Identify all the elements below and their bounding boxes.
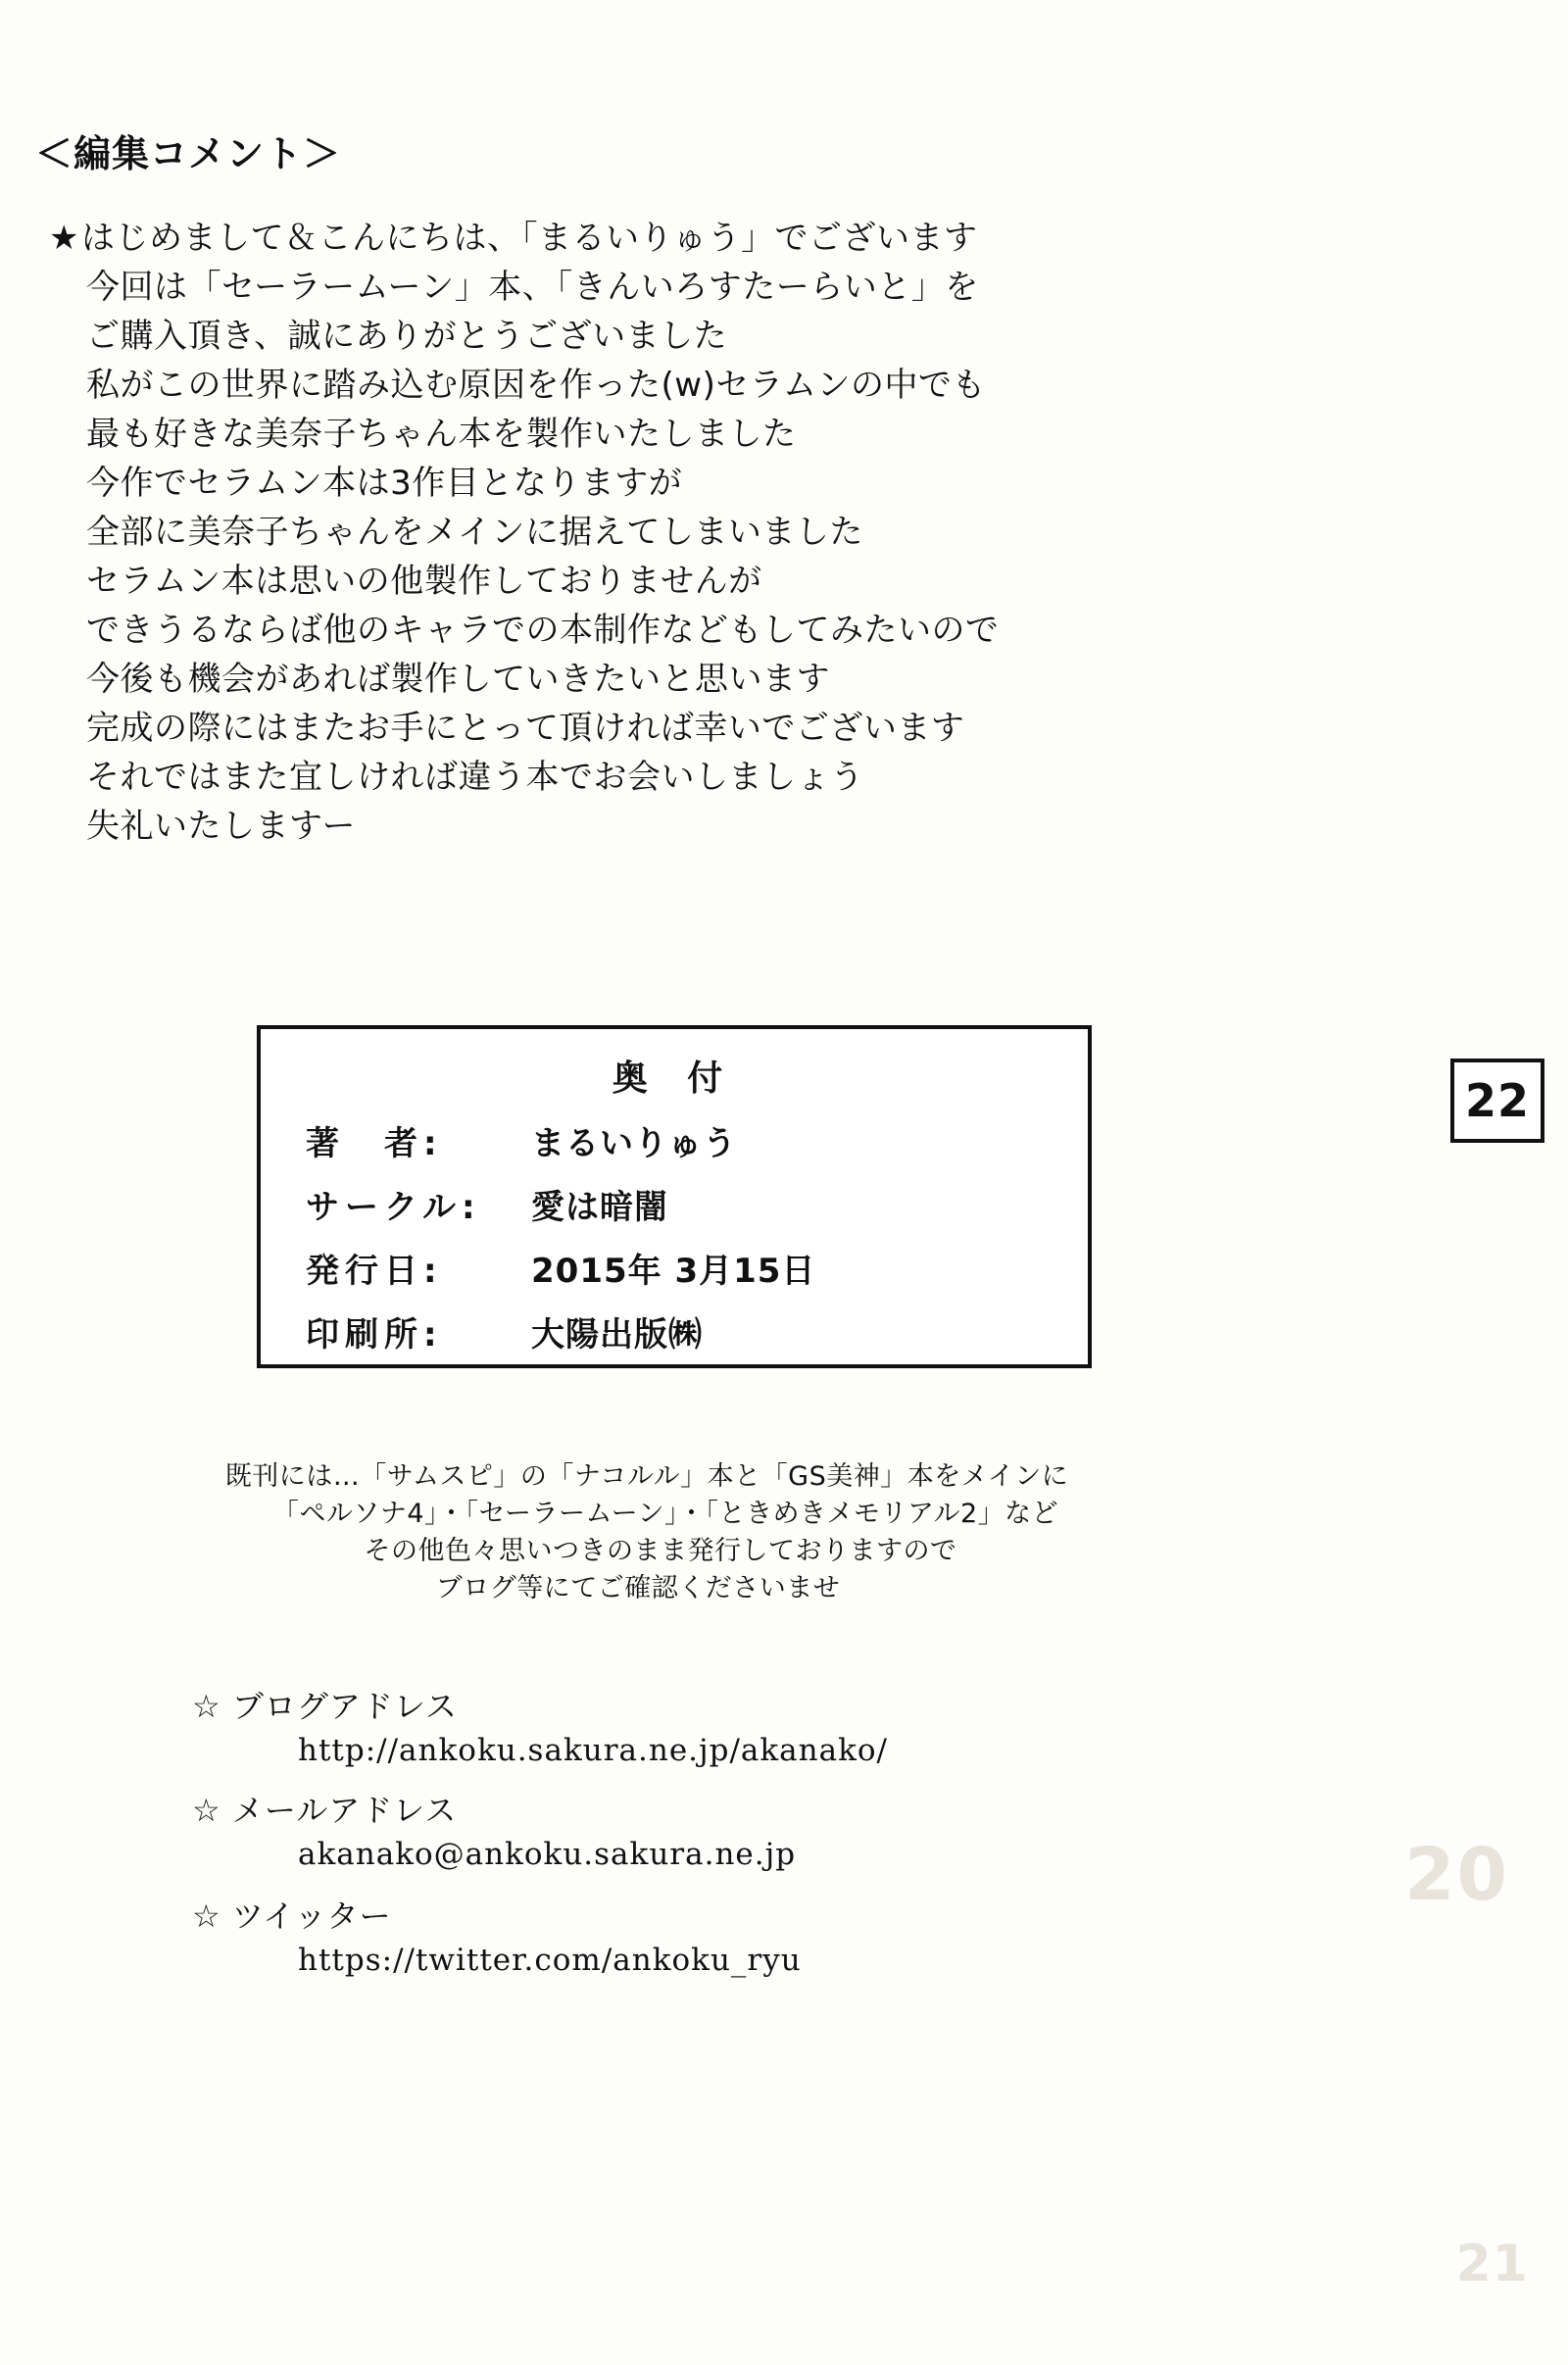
- comment-line: 最も好きな美奈子ちゃん本を製作いたしました: [86, 415, 797, 454]
- star-icon: ☆: [192, 1688, 221, 1725]
- email-address[interactable]: akanako@ankoku.sakura.ne.jp: [298, 1837, 797, 1872]
- comment-line: [49, 214, 1360, 263]
- comment-line: できうるならば他のキャラでの本制作などもしてみたいので: [86, 611, 1000, 650]
- comment-line: 今回は「セーラームーン」本、「きんいろすたーらいと」を: [86, 268, 979, 307]
- page-title: ＜編集コメント＞: [35, 132, 342, 175]
- colophon-value: 2015年 3月15日: [531, 1252, 816, 1291]
- comment-line: 完成の際にはまたお手にとって頂ければ幸いでございます: [86, 709, 965, 748]
- colophon-row-circle: [261, 1180, 1088, 1228]
- colophon-row-date: [261, 1244, 1088, 1292]
- colophon-value: まるいりゅう: [531, 1124, 737, 1163]
- other-works-note: [0, 1458, 1294, 1607]
- contact-label-text: メールアドレス: [231, 1792, 458, 1829]
- colophon-row-printer: [261, 1307, 1088, 1355]
- colophon-value: 大陽出版㈱: [531, 1315, 703, 1355]
- note-line: ブログ等にてご確認くださいませ: [435, 1573, 841, 1603]
- colophon-value: 愛は暗闇: [531, 1188, 668, 1227]
- colophon-row-author: [261, 1116, 1088, 1164]
- colophon-label: 印刷所:: [306, 1315, 443, 1355]
- comment-line: それではまた宜しければ違う本でお会いしましょう: [86, 758, 864, 797]
- page-number-badge: 22: [1450, 1059, 1544, 1143]
- contact-label: [192, 1894, 888, 1939]
- star-icon: ☆: [192, 1792, 221, 1829]
- blog-url[interactable]: http://ankoku.sakura.ne.jp/akanako/: [298, 1733, 889, 1768]
- contact-label: [192, 1788, 888, 1833]
- colophon-label: 発行日:: [306, 1252, 443, 1291]
- contact-label-text: ツイッター: [231, 1897, 392, 1935]
- contact-list: [192, 1684, 888, 1997]
- twitter-url[interactable]: https://twitter.com/ankoku_ryu: [298, 1943, 802, 1978]
- contact-label: [192, 1684, 888, 1729]
- contact-label-text: ブログアドレス: [231, 1688, 458, 1725]
- comment-line: 失礼いたしますー: [86, 807, 356, 846]
- contact-blog: [192, 1684, 888, 1772]
- comment-line: 全部に美奈子ちゃんをメインに据えてしまいました: [86, 513, 863, 552]
- colophon-label: サークル:: [306, 1188, 481, 1227]
- background-bleed-mark-2: 21: [1455, 2235, 1529, 2293]
- note-line: その他色々思いつきのまま発行しておりますので: [364, 1536, 957, 1566]
- editor-comment-block: [49, 214, 1360, 851]
- colophon-title: 奥 付: [612, 1059, 737, 1099]
- comment-line: 今作でセラムン本は3作目となりますが: [86, 464, 683, 503]
- contact-twitter: [192, 1894, 888, 1982]
- background-bleed-mark-1: 20: [1404, 1833, 1509, 1917]
- contact-email: [192, 1788, 888, 1876]
- comment-line-text: はじめまして＆こんにちは、「まるいりゅう」でございます: [80, 219, 978, 258]
- note-line: 既刊には…「サムスピ」の「ナコルル」本と「GS美神」本をメインに: [224, 1461, 1069, 1492]
- comment-line: ご購入頂き、誠にありがとうございました: [86, 317, 728, 356]
- star-icon: ☆: [192, 1897, 221, 1935]
- star-icon: ★: [49, 219, 79, 258]
- colophon-label: 著 者:: [306, 1124, 443, 1163]
- note-line: 「ペルソナ4」・「セーラームーン」・「ときめきメモリアル2」など: [271, 1499, 1059, 1529]
- comment-line: セラムン本は思いの他製作しておりませんが: [86, 562, 762, 601]
- comment-line: 私がこの世界に踏み込む原因を作った(w)セラムンの中でも: [86, 366, 986, 405]
- colophon-box: [257, 1025, 1092, 1368]
- comment-line: 今後も機会があれば製作していきたいと思います: [86, 660, 830, 699]
